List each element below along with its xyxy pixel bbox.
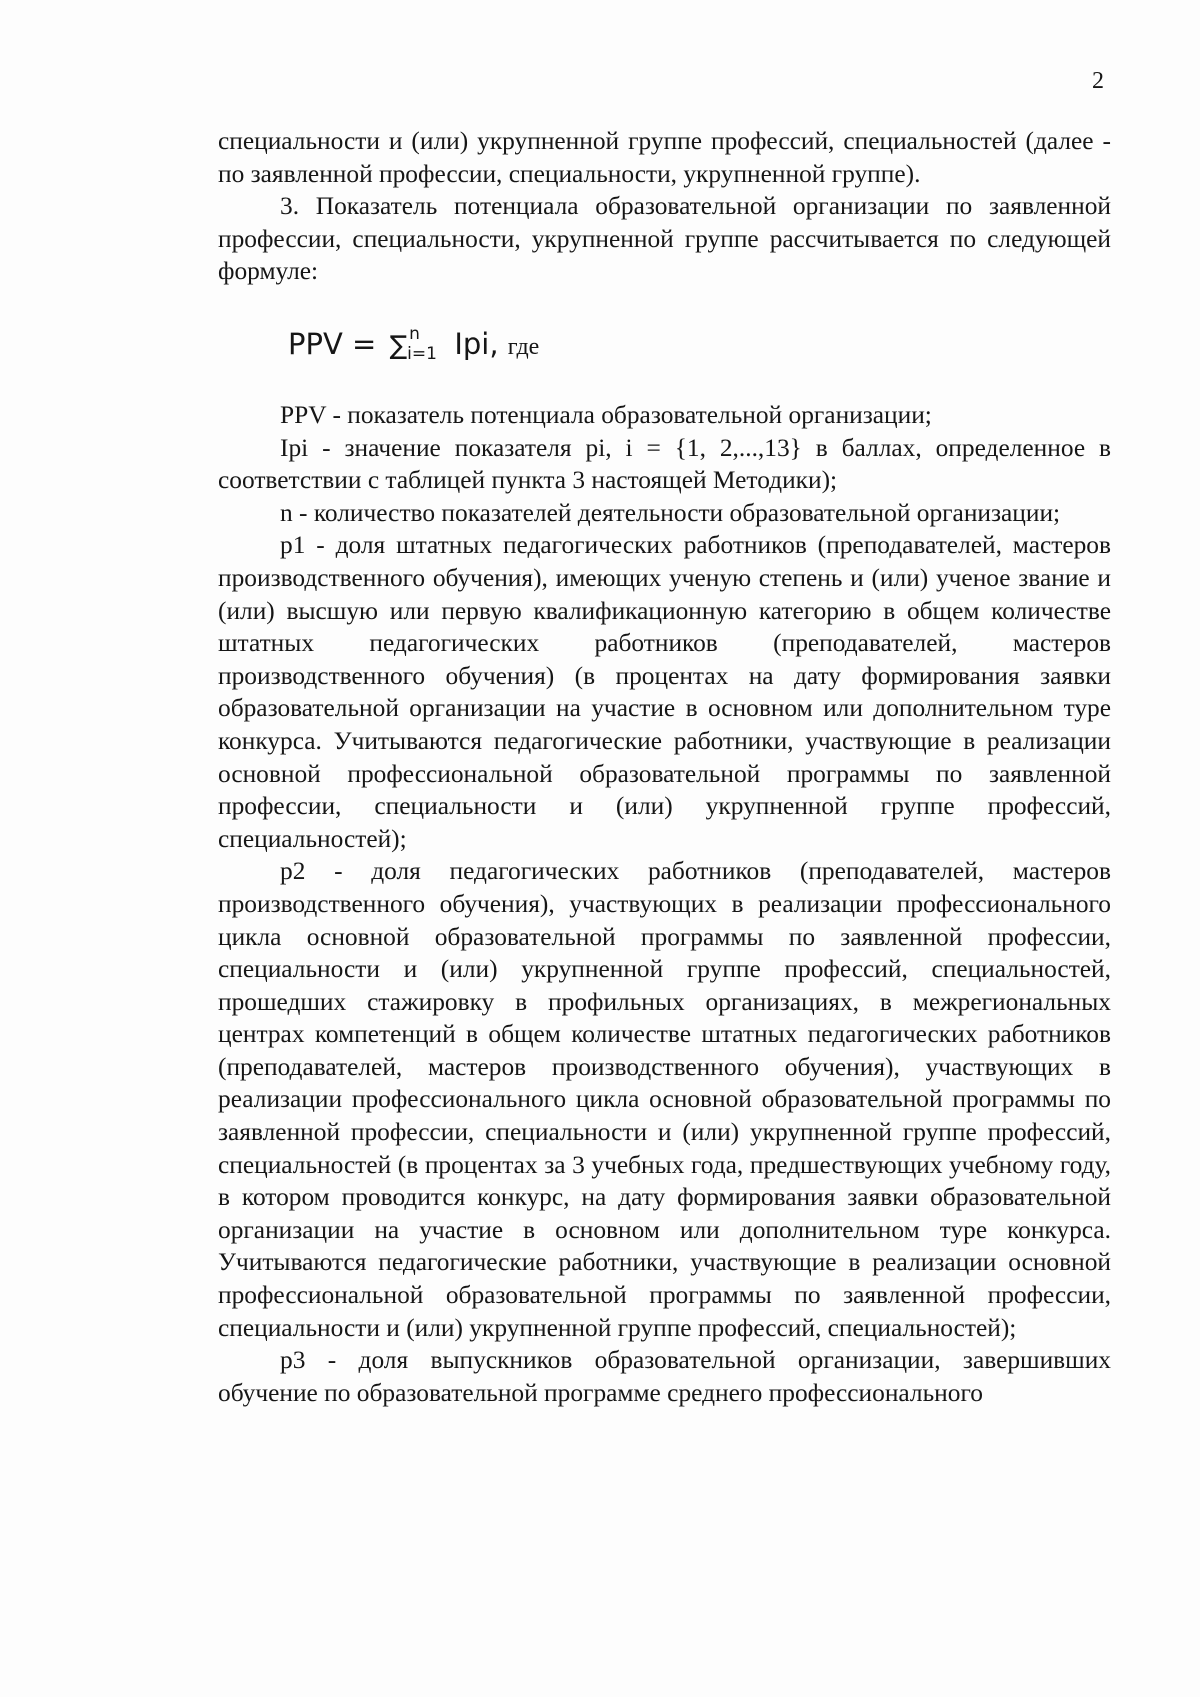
formula-lhs: PPV bbox=[288, 327, 343, 361]
definition-ipi: Ipi - значение показателя pi, i = {1, 2,...,13} в баллах, определенное в соответствии с таблицей пункта 3 настоящей Методики); bbox=[218, 433, 1111, 495]
page-number: 2 bbox=[1092, 68, 1104, 94]
definition-p2: p2 - доля педагогических работников (преподавателей, мастеров производственного обучения), участвующих в реализации профессионального цикла основной образовательной программы по заявленной профессии, специальности и (или) укрупненной группе профессий, специальностей, прошедших стажировку в профильных организациях, в межрегиональных центрах компетенций в общем количестве штатных педагогических работников (преподавателей, мастеров производственного обучения), участвующих в реализации профессионального цикла основной образовательной программы по заявленной профессии, специальности и (или) укрупненной группе профессий, специальностей (в процентах за 3 учебных года, предшествующих учебному году, в котором проводится конкурс, на дату формирования заявки образовательной организации на участие в основном или дополнительном туре конкурса. Учитываются педагогические работники, участвующие в реализации основной профессиональной образовательной программы по заявленной профессии, специальности и (или) укрупненной группе профессий, специальностей); bbox=[218, 857, 1111, 1342]
formula-tail: где bbox=[507, 334, 540, 360]
sigma-symbol: ∑ bbox=[389, 331, 408, 361]
sum-limits bbox=[407, 324, 445, 364]
sum-lower-limit: i=1 bbox=[407, 344, 437, 364]
definition-n: n - количество показателей деятельности образовательной организации; bbox=[280, 498, 1061, 527]
paragraph-continuation: специальности и (или) укрупненной группе профессий, специальностей (далее - по заявленной профессии, специальности, укрупненной группе). bbox=[218, 127, 1111, 188]
formula-equals: = bbox=[352, 327, 377, 361]
ppv-formula bbox=[288, 324, 539, 367]
sum-upper-limit: n bbox=[409, 324, 420, 344]
definition-p1: p1 - доля штатных педагогических работников (преподавателей, мастеров производственного обучения), имеющих ученую степень и (или) ученое звание и (или) высшую или первую квалификационную категорию в общем количестве штатных педагогических работников (преподавателей, мастеров производственного обучения) (в процентах на дату формирования заявки образовательной организации на участие в основном или дополнительном туре конкурса. Учитываются педагогические работники, участвующие в реализации основной профессиональной образовательной программы по заявленной профессии, специальности и (или) укрупненной группе профессий, специальностей); bbox=[218, 531, 1111, 853]
intro-text bbox=[218, 125, 1111, 288]
definitions-text bbox=[218, 399, 1111, 1409]
definition-p3: p3 - доля выпускников образовательной организации, завершивших обучение по образовательной программе среднего профессионального bbox=[218, 1346, 1111, 1407]
definition-ppv: PPV - показатель потенциала образовательной организации; bbox=[280, 401, 932, 429]
paragraph-item-3: 3. Показатель потенциала образовательной организации по заявленной профессии, специальности, укрупненной группе рассчитывается по следующей формуле: bbox=[218, 192, 1111, 286]
formula-term: Ipi, bbox=[454, 327, 499, 361]
